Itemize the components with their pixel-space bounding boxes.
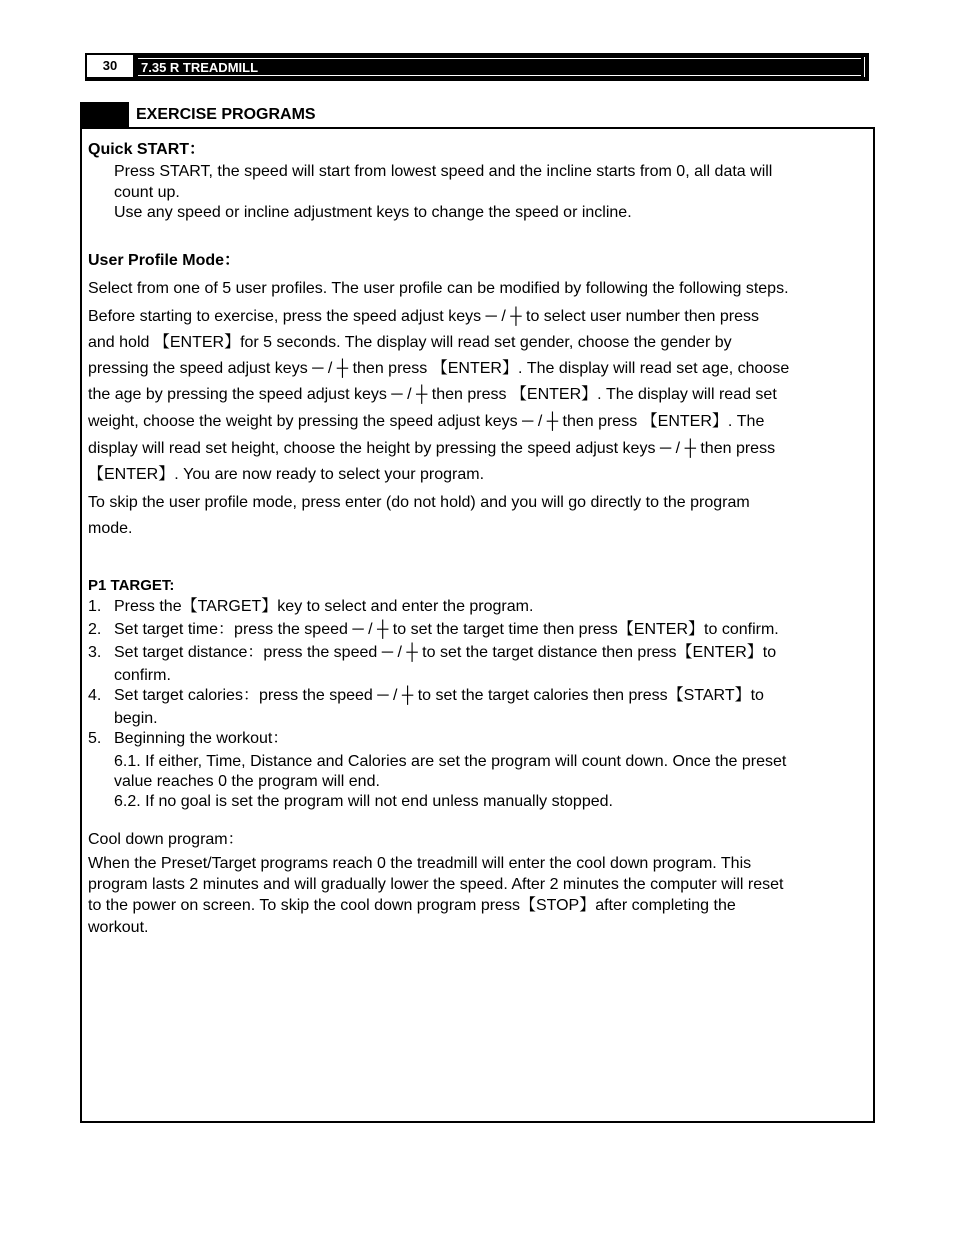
sub-item: 6.1. If either, Time, Distance and Calories are set the program will count down. Once the preset	[114, 753, 787, 770]
list-item: Beginning the workout：	[114, 730, 289, 747]
model-title: 7.35 R TREADMILL	[138, 58, 861, 76]
section-title: EXERCISE PROGRAMS	[136, 106, 316, 123]
p1-target-heading: P1 TARGET:	[88, 577, 175, 594]
sub-item: 6.2. If no goal is set the program will not end unless manually stopped.	[114, 793, 613, 810]
list-number: 3.	[88, 644, 102, 661]
user-profile-line: 【ENTER】. You are now ready to select your program.	[88, 466, 485, 483]
cool-down-line: to the power on screen. To skip the cool down program press【STOP】after completing the	[88, 897, 736, 914]
quick-start-line: count up.	[114, 184, 180, 201]
sub-item-continuation: value reaches 0 the program will end.	[114, 773, 380, 790]
list-item: Press the【TARGET】key to select and enter the program.	[114, 598, 534, 615]
list-number: 2.	[88, 621, 102, 638]
cool-down-heading: Cool down program：	[88, 831, 244, 848]
user-profile-line: weight, choose the weight by pressing the speed adjust keys ─ / ┼ then press 【ENTER】. The	[88, 413, 765, 430]
quick-start-line: Press START, the speed will start from lowest speed and the incline starts from 0, all data will	[114, 163, 773, 180]
user-profile-line: the age by pressing the speed adjust keys ─ / ┼ then press 【ENTER】. The display will read set	[88, 386, 777, 403]
user-profile-line: display will read set height, choose the height by pressing the speed adjust keys ─ / ┼ then press	[88, 440, 776, 457]
cool-down-line: workout.	[88, 919, 149, 936]
quick-start-heading: Quick START：	[88, 141, 206, 158]
quick-start-line: Use any speed or incline adjustment keys to change the speed or incline.	[114, 204, 632, 221]
list-number: 1.	[88, 598, 102, 615]
user-profile-line: pressing the speed adjust keys ─ / ┼ then press 【ENTER】. The display will read set age, choose	[88, 360, 790, 377]
list-item-continuation: confirm.	[114, 667, 171, 684]
list-item: Set target time：press the speed ─ / ┼ to set the target time then press【ENTER】to confirm.	[114, 621, 779, 638]
list-number: 5.	[88, 730, 102, 747]
cool-down-line: program lasts 2 minutes and will gradually lower the speed. After 2 minutes the computer will reset	[88, 876, 784, 893]
header-divider	[864, 57, 865, 77]
section-tab	[80, 102, 129, 129]
user-profile-line: and hold 【ENTER】for 5 seconds. The display will read set gender, choose the gender by	[88, 334, 732, 351]
page-header	[85, 53, 869, 81]
list-item-continuation: begin.	[114, 710, 158, 727]
user-profile-line: mode.	[88, 520, 133, 537]
user-profile-heading: User Profile Mode：	[88, 252, 241, 269]
user-profile-line: Before starting to exercise, press the speed adjust keys ─ / ┼ to select user number then press	[88, 308, 759, 325]
user-profile-line: To skip the user profile mode, press enter (do not hold) and you will go directly to the program	[88, 494, 750, 511]
user-profile-line: Select from one of 5 user profiles. The user profile can be modified by following the following steps.	[88, 280, 789, 297]
cool-down-line: When the Preset/Target programs reach 0 the treadmill will enter the cool down program. This	[88, 855, 752, 872]
list-item: Set target calories：press the speed ─ / ┼ to set the target calories then press【START】to	[114, 687, 764, 704]
page-number: 30	[87, 55, 133, 77]
list-item: Set target distance：press the speed ─ / ┼ to set the target distance then press【ENTER】to	[114, 644, 777, 661]
list-number: 4.	[88, 687, 102, 704]
